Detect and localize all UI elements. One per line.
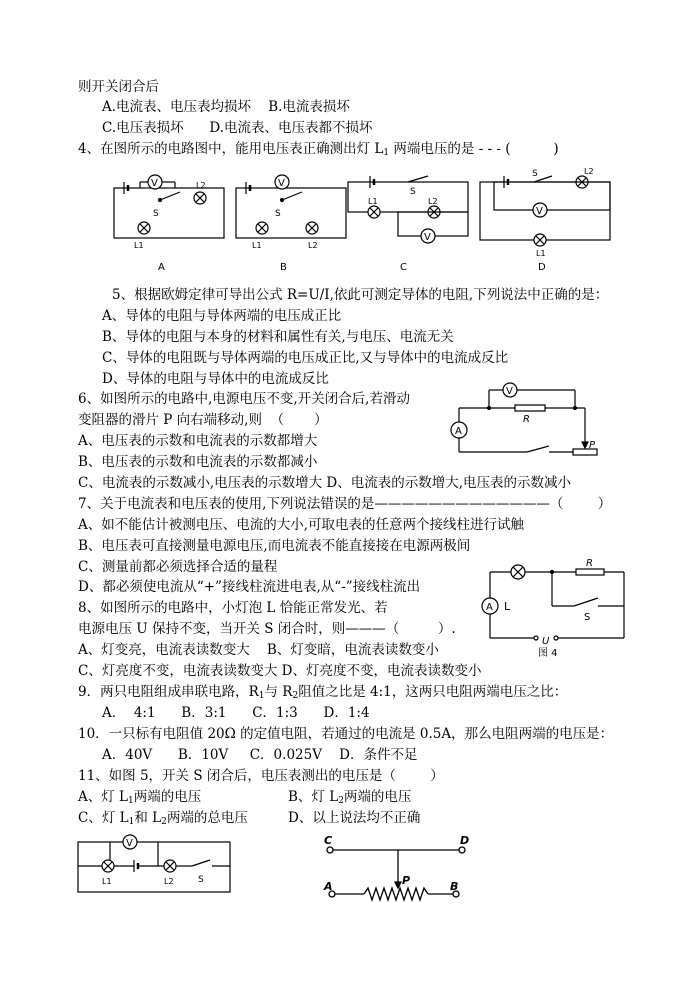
option: B、电压表可直接测量电源电压,而电流表不能直接接在电源两极间 — [78, 538, 471, 554]
svg-text:S: S — [410, 187, 416, 197]
q8-circuit-figure — [478, 558, 628, 658]
question-10: 10．一只标有电阻值 20Ω 的定值电阻，若通过的电流是 0.5A，那么电阻两端的电压是： — [78, 726, 614, 742]
rheostat-figure — [322, 832, 472, 902]
question-7: 7、关于电流表和电压表的使用,下列说法错误的是—————————————（ ） — [78, 496, 612, 512]
question-6: 变阻器的滑片 P 向右端移动,则 （ ） — [78, 412, 328, 428]
question-6: 6、如图所示的电路中,电源电压不变,开关闭合后,若滑动 — [78, 391, 410, 407]
svg-text:S: S — [532, 169, 538, 179]
svg-text:L2: L2 — [428, 197, 438, 206]
question-9: 9．两只电阻组成串联电路，$R_1$与 $R_2$阻值之比是 4:1，这两只电阻两端电压之比： — [78, 684, 568, 701]
option: A．40V B．10V C．0.025V D．条件不足 — [102, 747, 418, 763]
svg-text:L1: L1 — [536, 249, 546, 258]
svg-text:P: P — [589, 440, 596, 451]
svg-text:S: S — [153, 209, 159, 219]
svg-text:S: S — [584, 612, 591, 623]
svg-text:A: A — [455, 426, 462, 437]
fig-label: C — [400, 262, 407, 273]
svg-text:L1: L1 — [134, 241, 144, 250]
circuit-c — [348, 176, 468, 273]
option: D、都必须使电流从“+”接线柱流进电表,从“-”接线柱流出 — [78, 579, 421, 595]
q4-circuit-figures — [100, 168, 620, 278]
text-line: 则开关闭合后 — [78, 79, 159, 95]
svg-text:V: V — [536, 206, 543, 217]
svg-text:A: A — [486, 602, 493, 613]
svg-text:L: L — [504, 600, 511, 613]
option: A、灯 $L_1$两端的电压 — [78, 789, 202, 806]
svg-text:C: C — [324, 834, 333, 847]
question-5: 5、根据欧姆定律可导出公式 R=U/I,依此可测定导体的电阻,下列说法中正确的是： — [112, 287, 609, 303]
svg-text:L1: L1 — [102, 877, 112, 886]
option: B、灯 $L_2$两端的电压 — [288, 789, 412, 806]
option: A、电压表的示数和电流表的示数都增大 — [78, 433, 318, 449]
option: A、灯变亮，电流表读数变大 B、灯变暗，电流表读数变小 — [78, 642, 439, 658]
question-8: 8、如图所示的电路中，小灯泡 L 恰能正常发光、若 — [78, 600, 388, 616]
option: C、灯 $L_1$和 $L_2$两端的总电压 — [78, 810, 248, 827]
q6-circuit-figure — [445, 378, 605, 458]
svg-text:L2: L2 — [308, 241, 318, 250]
circuit-d — [480, 167, 610, 273]
svg-text:U: U — [542, 636, 550, 647]
fig-label: B — [280, 262, 287, 273]
option: A、导体的电阻与导体两端的电压成正比 — [102, 308, 342, 324]
option: B、导体的电阻与本身的材料和属性有关,与电压、电流无关 — [102, 329, 454, 345]
fig-label: D — [538, 262, 546, 273]
option: D、以上说法均不正确 — [288, 810, 421, 826]
svg-text:A: A — [324, 880, 333, 893]
svg-text:图 4: 图 4 — [538, 648, 558, 659]
option: C、灯亮度不变，电流表读数变大 D、灯亮度不变，电流表读数变小 — [78, 663, 482, 679]
fig-label: A — [158, 262, 165, 273]
svg-text:L2: L2 — [164, 877, 174, 886]
svg-text:V: V — [506, 386, 513, 397]
option: A． 4:1 B．3:1 C．1:3 D．1:4 — [102, 705, 370, 721]
svg-text:V: V — [126, 838, 133, 849]
svg-text:L1: L1 — [252, 241, 262, 250]
text-line: C.电压表损坏 D.电流表、电压表都不损坏 — [102, 120, 373, 136]
svg-text:S: S — [275, 209, 281, 219]
option: B、电压表的示数和电流表的示数都减小 — [78, 454, 318, 470]
option: C、导体的电阻既与导体两端的电压成正比,又与导体中的电流成反比 — [102, 350, 509, 366]
option: D、导体的电阻与导体中的电流成反比 — [102, 371, 329, 387]
svg-text:L2: L2 — [196, 181, 206, 190]
svg-text:D: D — [460, 834, 470, 847]
svg-text:P: P — [402, 874, 411, 887]
svg-text:V: V — [151, 178, 158, 189]
question-4: 4、在图所示的电路图中，能用电压表正确测出灯 $L_1$ 两端电压的是 - - - ( ) — [78, 141, 559, 158]
question-8: 电源电压 U 保持不变，当开关 S 闭合时，则———（ ）. — [78, 621, 456, 637]
circuit-b — [236, 175, 346, 273]
svg-text:V: V — [278, 178, 285, 189]
question-11: 11、如图 5，开关 S 闭合后，电压表测出的电压是（ ） — [78, 768, 444, 784]
text-line: A.电流表、电压表均损坏 B.电流表损坏 — [102, 99, 350, 115]
option: C、电流表的示数减小,电压表的示数增大 D、电流表的示数增大,电压表的示数减小 — [78, 475, 572, 491]
option: A、如不能估计被测电压、电流的大小,可取电表的任意两个接线柱进行试触 — [78, 517, 525, 533]
svg-text:S: S — [198, 875, 204, 885]
svg-text:R: R — [586, 558, 593, 569]
option: C、测量前都必须选择合适的量程 — [78, 559, 278, 575]
q11-circuit-figure — [74, 836, 234, 902]
svg-text:R: R — [523, 414, 530, 425]
svg-text:V: V — [424, 232, 431, 243]
svg-text:B: B — [450, 880, 459, 893]
svg-text:L1: L1 — [368, 197, 378, 206]
svg-text:L2: L2 — [584, 167, 594, 176]
circuit-a — [114, 175, 224, 273]
